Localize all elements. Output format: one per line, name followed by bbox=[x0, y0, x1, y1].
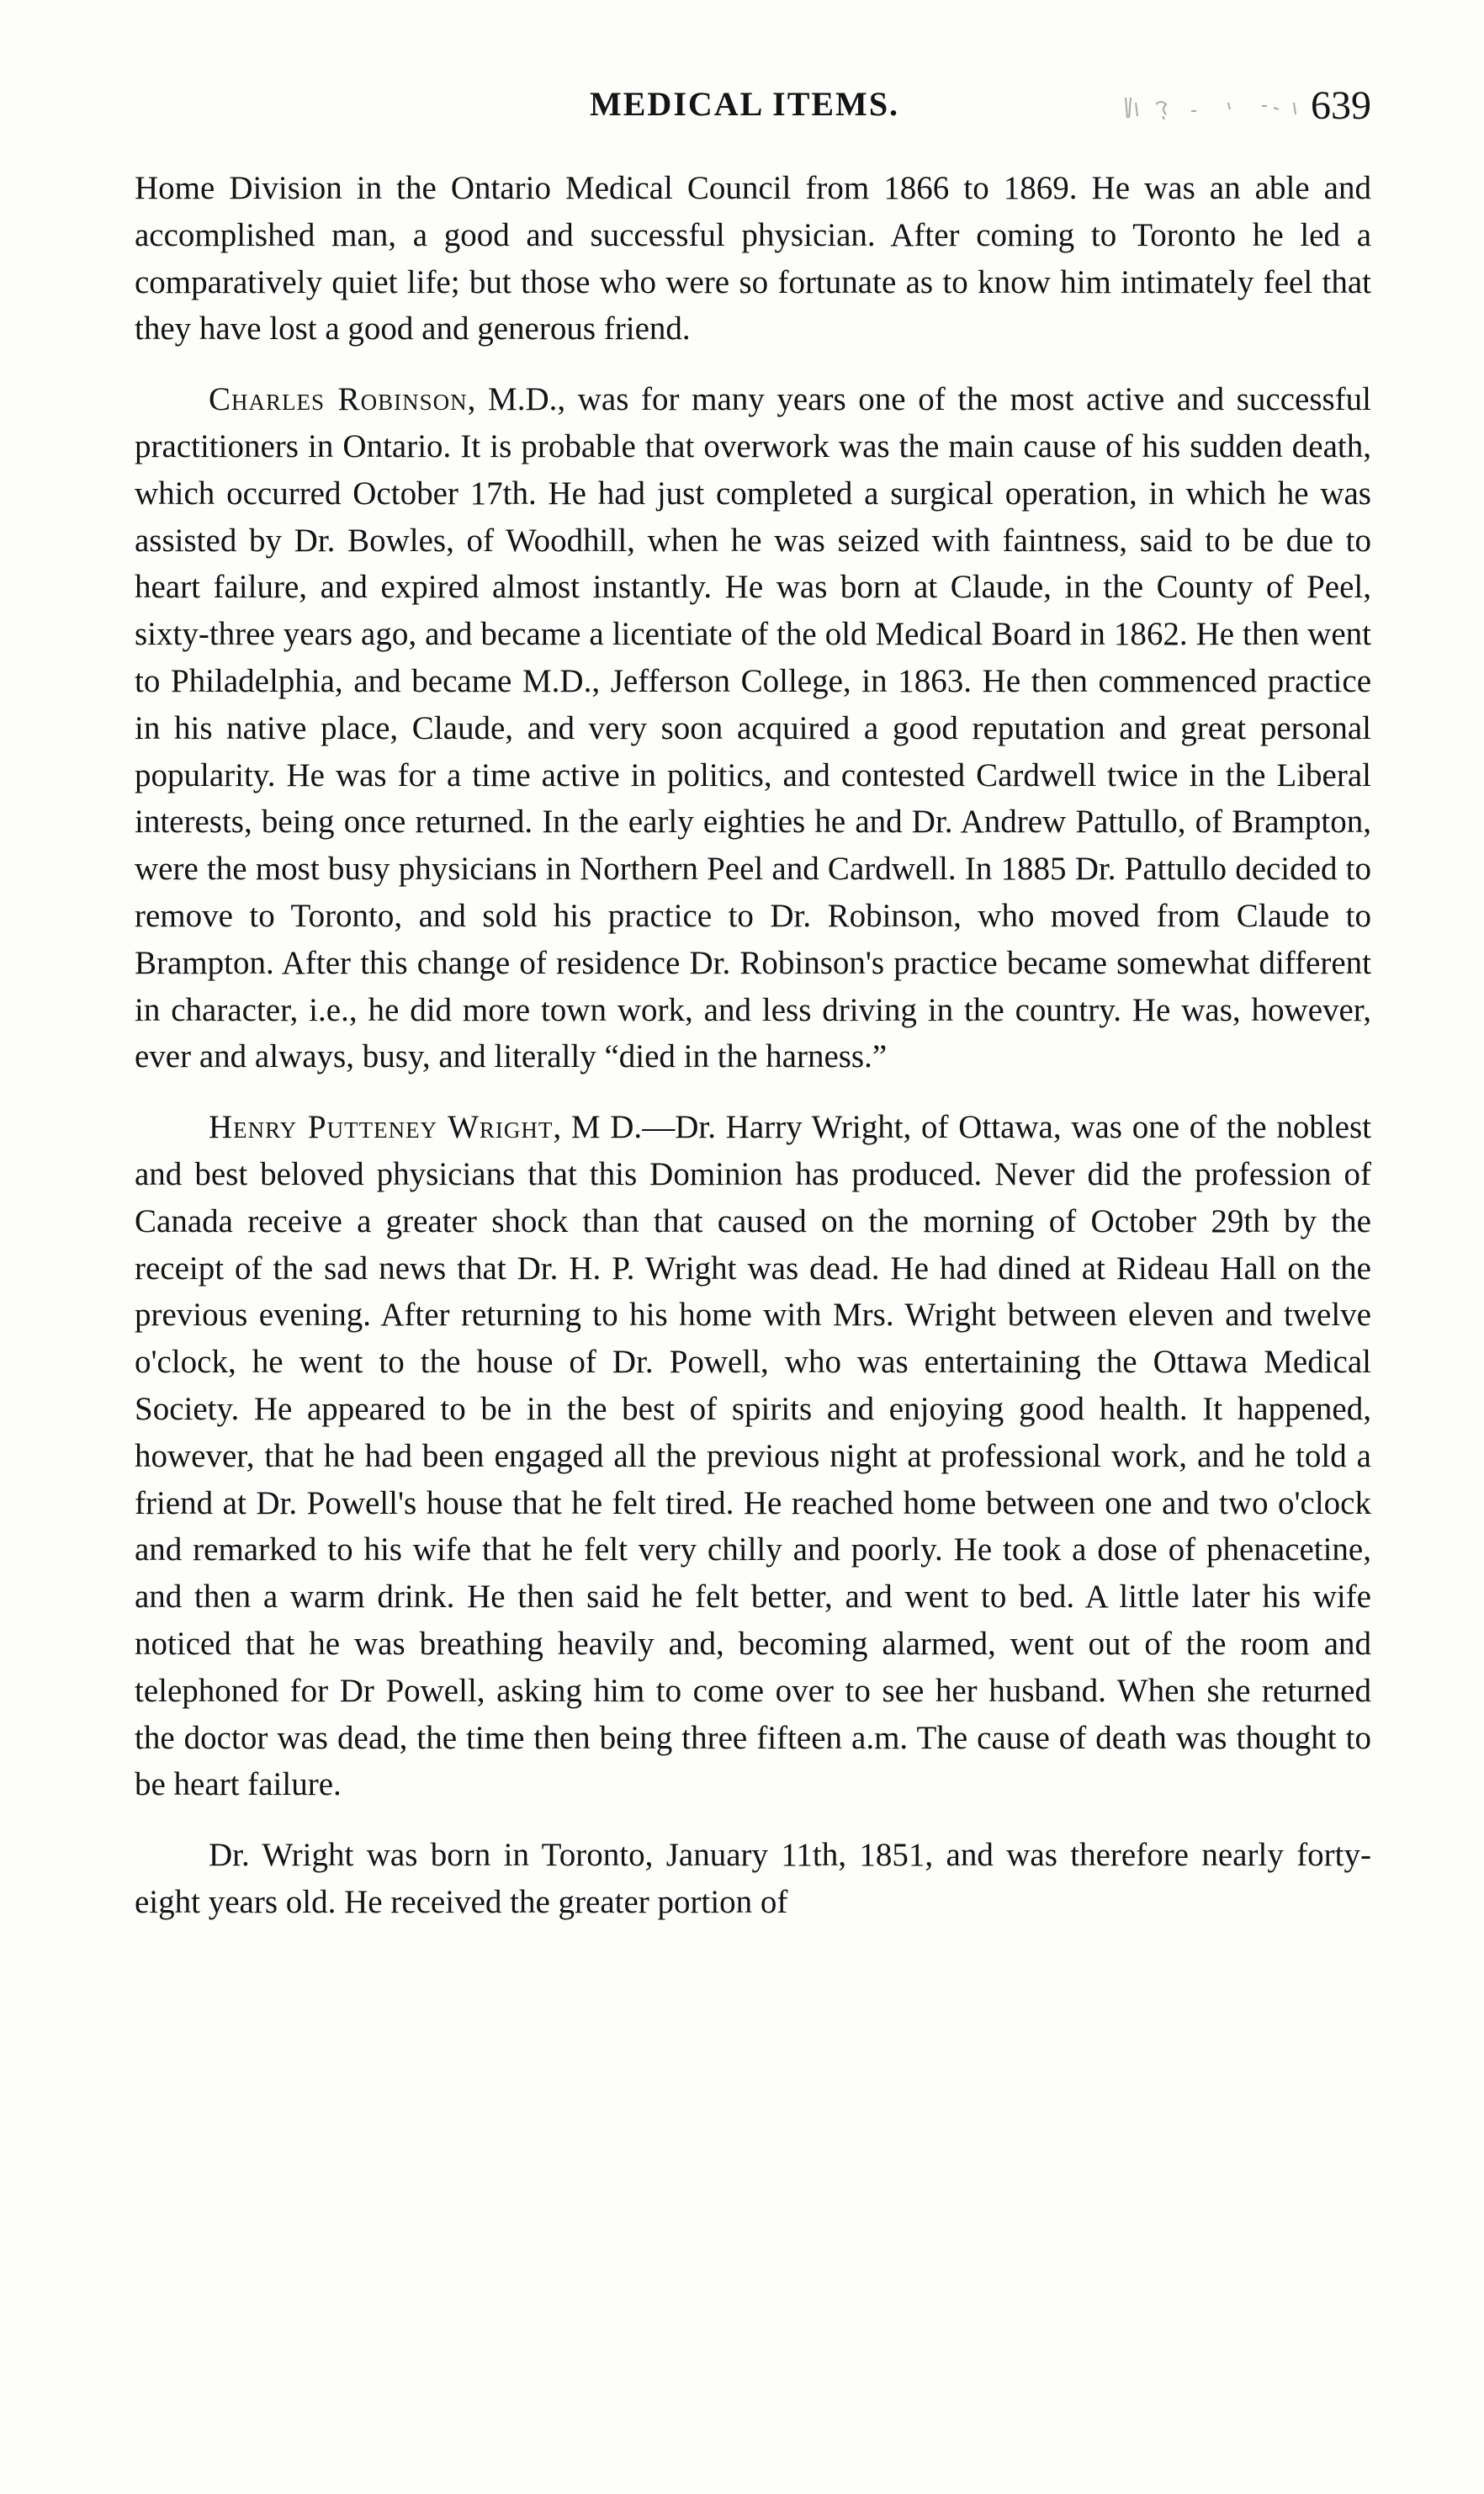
paragraph-text: was for many years one of the most active and successful practitioners in Ontario. It is probable that overwork was the main cause of his sudden death, which occurred October 17th. He had just completed a surgical operation, in which he was assisted by Dr. Bowles, of Woodhill, when he was seized with faintness, said to be due to heart failure, and expired almost instantly. He was born at Claude, in the County of Peel, sixty-three years ago, and became a licentiate of the old Medical Board in 1862. He then went to Philadelphia, and became M.D., Jefferson College, in 1863. He then commenced practice in his native place, Claude, and very soon acquired a good reputation and great personal popularity. He was for a time active in politics, and contested Cardwell twice in the Liberal interests, being once returned. In the early eighties he and Dr. Andrew Pattullo, of Brampton, were the most busy physicians in Northern Peel and Cardwell. In 1885 Dr. Pattullo decided to remove to Toronto, and sold his practice to Dr. Robinson, who moved from Claude to Brampton. After this change of residence Dr. Robinson's practice became somewhat different in character, i.e., he did more town work, and less driving in the country. He was, however, ever and always, busy, and literally “died in the harness.” bbox=[135, 381, 1372, 1075]
running-head: MEDICAL ITEMS. bbox=[590, 85, 900, 123]
article-body bbox=[135, 165, 1371, 1926]
page-header bbox=[135, 74, 1371, 133]
paragraph-wright-biography bbox=[135, 1832, 1371, 1926]
paragraph-text: —Dr. Harry Wright, of Ottawa, was one of the noblest and best beloved physicians that this Dominion has produced. Never did the profession of Canada receive a greater shock than that caused on the morning of October 29th by the receipt of the sad news that Dr. H. P. Wright was dead. He had dined at Rideau Hall on the previous evening. After returning to his home with Mrs. Wright between eleven and twelve o'clock, he went to the house of Dr. Powell, who was entertaining the Ottawa Medical Society. He appeared to be in the best of spirits and enjoying good health. It happened, however, that he had been engaged all the previous night at professional work, and he told a friend at Dr. Powell's house that he felt tired. He reached home between one and two o'clock and remarked to his wife that he felt very chilly and poorly. He took a dose of phenacetine, and then a warm drink. He then said he felt better, and went to bed. A little later his wife noticed that he was breathing heavily and, becoming alarmed, went out of the room and telephoned for Dr Powell, asking him to come over to see her husband. When she returned the doctor was dead, the time then being three fifteen a.m. The cause of death was thought to be heart failure. bbox=[135, 1109, 1371, 1803]
obituary-name: Henry Putteney Wright bbox=[209, 1109, 554, 1146]
obituary-robinson bbox=[135, 376, 1371, 1080]
page-number: 639 bbox=[1311, 83, 1371, 128]
obituary-name: Charles Robinson bbox=[209, 381, 468, 418]
paragraph-text: Dr. Wright was born in Toronto, January 11th, 1851, and was therefore nearly forty-eight years old. He received the greater portion of bbox=[135, 1837, 1371, 1920]
obituary-degree: , M D. bbox=[553, 1109, 643, 1146]
paragraph-continued bbox=[135, 165, 1371, 353]
obituary-degree: , M.D., bbox=[467, 381, 566, 418]
obituary-wright bbox=[135, 1104, 1371, 1808]
paragraph-text: Home Division in the Ontario Medical Council from 1866 to 1869. He was an able and accomplished man, a good and successful physician. After coming to Toronto he led a comparatively quiet life; but those who were so fortunate as to know him intimately feel that they have lost a good and generous friend. bbox=[135, 170, 1371, 348]
